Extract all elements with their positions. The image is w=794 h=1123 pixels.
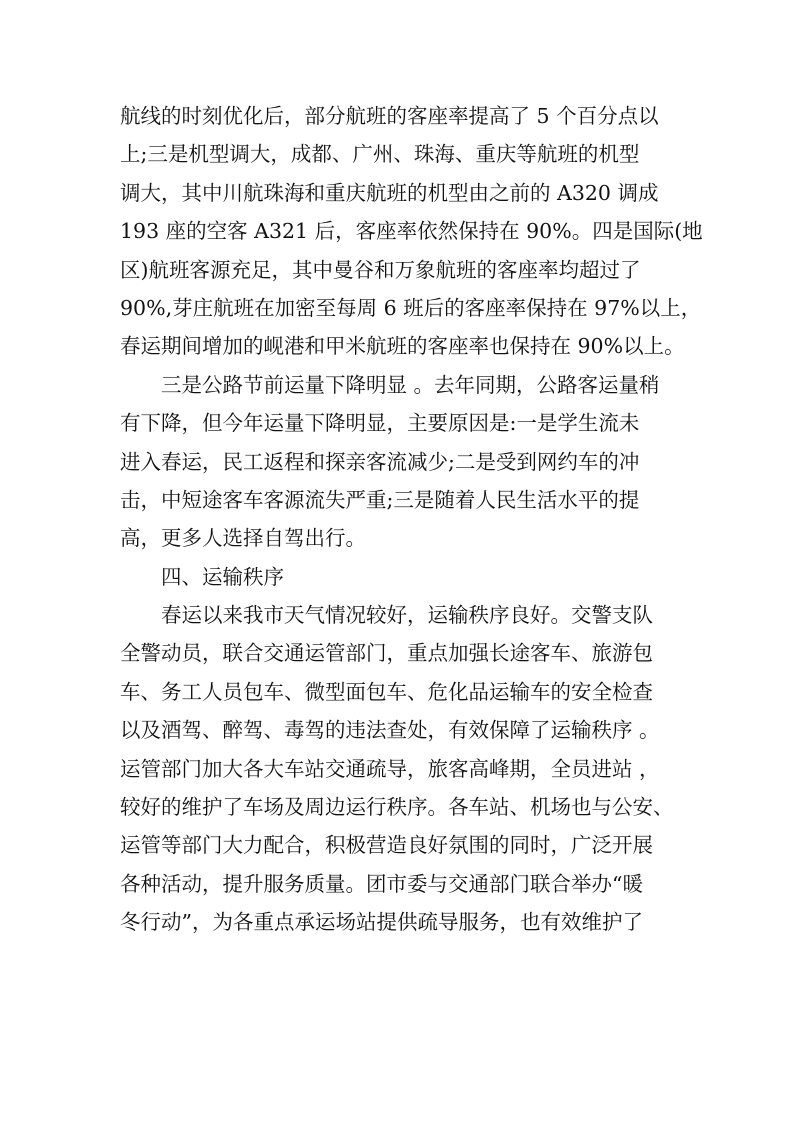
body-line-17: 以及酒驾、醉驾、毒驾的违法查处，有效保障了运输秩序 。: [120, 718, 660, 743]
paragraph-4-start: 春运以来我市天气情况较好，运输秩序良好。交警支队: [161, 603, 653, 628]
body-line-15: 全警动员，联合交通运管部门，重点加强长途客车、旅游包: [120, 641, 653, 666]
body-line-21: 各种活动，提升服务质量。团市委与交通部门联合举办“暖: [120, 871, 643, 896]
body-line-1: 航线的时刻优化后，部分航班的客座率提高了 5 个百分点以: [120, 104, 659, 128]
body-line-9: 有下降，但今年运量下降明显，主要原因是:一是学生流未: [120, 411, 640, 436]
body-line-6: 90%,芽庄航班在加密至每周 6 班后的客座率保持在 97%以上，: [120, 295, 702, 320]
body-line-5: 区)航班客源充足，其中曼谷和万象航班的客座率均超过了: [120, 257, 641, 282]
document-body: [120, 97, 703, 942]
body-line-2: 上;三是机型调大，成都、广州、珠海、重庆等航班的机型: [120, 142, 640, 167]
body-line-11: 击，中短途客车客源流失严重;三是随着人民生活水平的提: [120, 487, 640, 512]
body-line-10: 进入春运，民工返程和探亲客流减少;二是受到网约车的冲: [120, 449, 640, 474]
body-line-7: 春运期间增加的岘港和甲米航班的客座率也保持在 90%以上。: [120, 334, 685, 359]
paragraph-3-start: 三是公路节前运量下降明显 。去年同期，公路客运量稍: [161, 372, 660, 397]
body-line-16: 车、务工人员包车、微型面包车、危化品运输车的安全检查: [120, 679, 653, 704]
body-line-3: 调大，其中川航珠海和重庆航班的机型由之前的 A320 调成: [120, 180, 659, 205]
body-line-20: 运管等部门大力配合，积极营造良好氛围的同时，广泛开展: [120, 833, 653, 858]
section-heading-4: 四、运输秩序: [161, 564, 284, 589]
body-line-4: 193 座的空客 A321 后，客座率依然保持在 90%。四是国际(地: [120, 219, 703, 244]
body-line-19: 较好的维护了车场及周边运行秩序。各车站、机场也与公安、: [120, 795, 674, 820]
body-line-22: 冬行动”，为各重点承运场站提供疏导服务，也有效维护了: [120, 910, 643, 935]
body-line-18: 运管部门加大各大车站交通疏导，旅客高峰期，全员进站 ，: [120, 756, 660, 781]
body-line-12: 高，更多人选择自驾出行。: [120, 526, 366, 551]
